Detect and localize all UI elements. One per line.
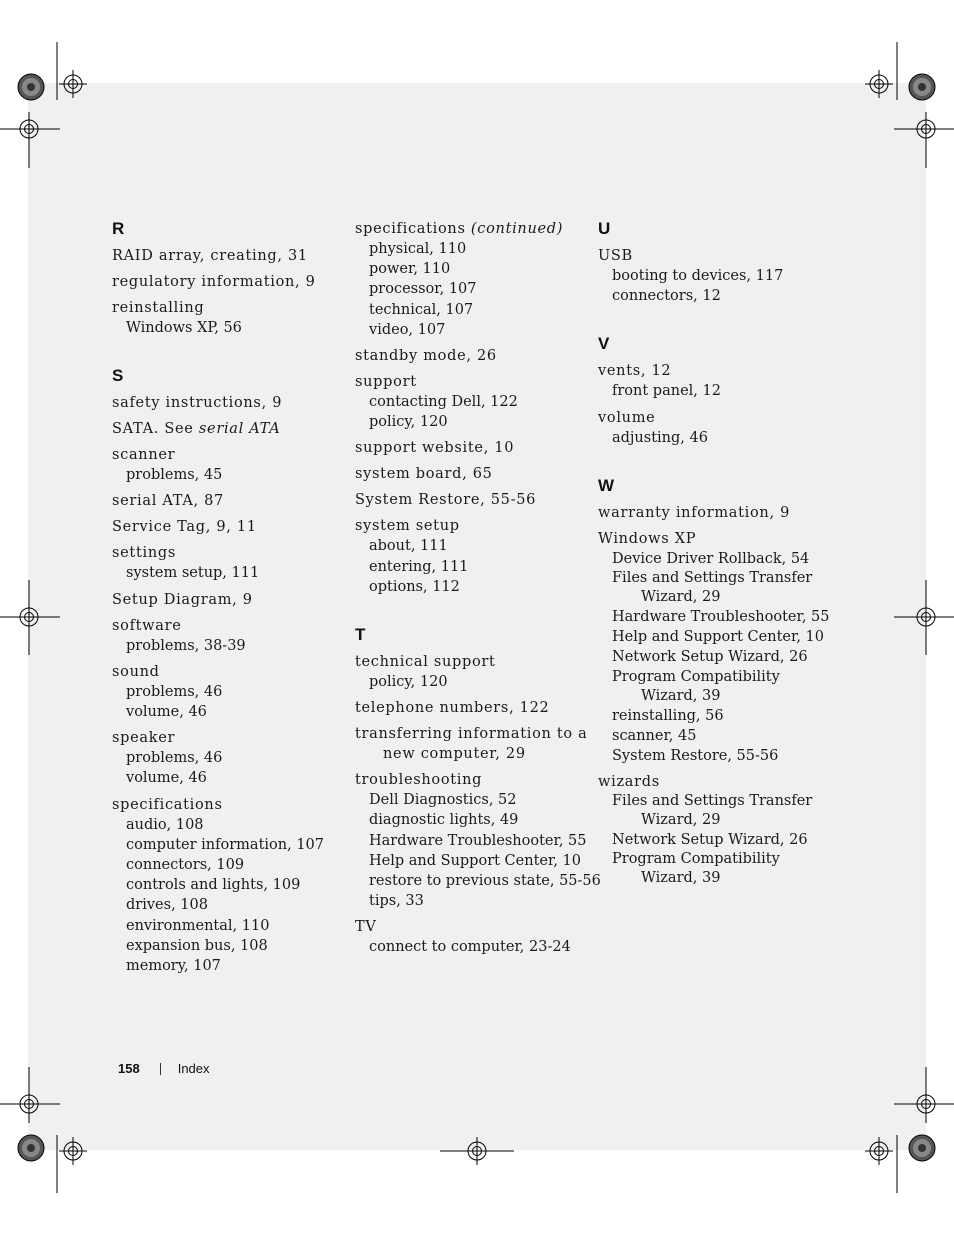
index-term [355,516,585,536]
index-subentry: problems, 46 [126,750,223,767]
index-subentry-text: Files and Settings Transfer [612,570,813,587]
index-subentry: controls and lights, 109 [126,877,301,894]
index-term-text: Windows XP [598,530,697,547]
index-term [112,419,332,439]
index-term-text: safety instructions, 9 [112,395,283,412]
index-term [598,361,838,381]
index-term-text: telephone numbers, 122 [355,700,550,717]
index-term-text: System Restore, 55-56 [355,492,537,509]
index-entry [355,346,585,366]
index-subentry: connectors, 12 [612,288,721,305]
index-term-text: transferring information to a [355,726,588,743]
index-entry [112,393,332,413]
index-subentry: volume, 46 [126,704,207,721]
index-subentry: memory, 107 [126,958,221,975]
index-term-italic: (continued) [470,221,564,237]
index-subentry: problems, 38-39 [126,637,246,654]
index-subentry: connectors, 109 [126,857,245,874]
index-subentry: expansion bus, 108 [126,937,268,954]
index-term [355,698,585,718]
section-letter: R [112,219,125,238]
index-term [355,724,588,764]
index-subentry: restore to previous state, 55-56 [369,873,601,890]
index-entry [355,516,585,597]
index-term [112,445,332,465]
index-term [112,393,332,413]
index-subentry: technical, 107 [369,301,474,318]
index-entry [112,590,332,610]
index-subentry: reinstalling, 56 [612,707,724,724]
index-entry [355,652,585,692]
index-entry [112,419,332,439]
index-entry [355,724,588,764]
section-letter: V [598,334,610,354]
index-entry [112,491,332,511]
index-term-text: Service Tag, 9, 11 [112,519,257,536]
index-entry [355,219,585,340]
index-subentry: volume, 46 [126,770,207,787]
index-subentry: Dell Diagnostics, 52 [369,792,517,809]
index-subentry: problems, 46 [126,683,223,700]
index-term-text: regulatory information, 9 [112,274,316,290]
index-term [112,491,332,511]
index-subentry: Help and Support Center, 10 [369,852,581,869]
index-entry [112,543,332,583]
index-term-text: settings [112,545,176,562]
index-entry [598,246,838,306]
index-subentry: system setup, 111 [126,565,260,582]
index-term [112,543,332,563]
index-term [598,408,838,428]
index-section [112,219,332,338]
index-term-text: reinstalling [112,300,205,316]
index-entry [112,728,332,788]
index-entry [112,272,332,292]
index-term [112,728,332,748]
index-subentry: front panel, 12 [612,383,721,400]
index-subentry: Device Driver Rollback, 54 [612,550,810,567]
index-entry [355,490,585,510]
index-entry [112,662,332,722]
index-subentry: Windows XP, 56 [126,320,242,336]
index-entry [598,408,838,448]
index-entry [112,246,332,266]
index-subentry [598,792,838,830]
index-column-2 [355,219,601,958]
index-subentry [598,569,838,607]
index-entry [112,517,332,537]
index-term-text: RAID array, creating, 31 [112,248,308,264]
index-term-text: Setup Diagram, 9 [112,591,253,608]
index-term [112,517,332,537]
index-term-italic: serial ATA [198,421,281,438]
index-subentry: policy, 120 [369,414,448,431]
index-entry [355,770,601,911]
index-term-text: standby mode, 26 [355,348,497,365]
index-term [112,246,332,266]
index-subentry: tips, 33 [369,893,424,910]
index-term-text: wizards [598,774,660,791]
index-entry [598,503,838,523]
index-subentry: audio, 108 [126,816,204,833]
index-term-text: SATA. See [112,421,194,438]
index-subentry: computer information, 107 [126,836,324,853]
index-term [355,372,585,392]
index-subentry: Hardware Troubleshooter, 55 [369,832,587,849]
index-subentry: scanner, 45 [612,727,697,744]
footer-separator [160,1063,161,1075]
index-subentry: Hardware Troubleshooter, 55 [612,609,830,626]
index-term-text: troubleshooting [355,772,483,789]
index-term-text: support website, 10 [355,440,515,457]
index-term [355,219,585,239]
index-entry [355,438,585,458]
page-footer [118,1061,210,1076]
index-term [598,529,838,549]
index-subentry: processor, 107 [369,281,477,298]
index-term-text: specifications [112,796,223,813]
index-term [355,652,585,672]
index-subentry-continuation: Wizard, 39 [641,687,721,704]
index-term-text: technical support [355,654,496,671]
index-entry [355,698,585,718]
index-entry [112,795,332,977]
index-subentry: problems, 45 [126,467,223,484]
section-letter: T [355,625,366,645]
index-section [355,219,585,597]
index-subentry: power, 110 [369,261,451,278]
index-subentry: connect to computer, 23-24 [369,939,571,956]
section-letter: W [598,475,615,495]
index-subentry: physical, 110 [369,241,467,257]
index-term-text: serial ATA, 87 [112,493,224,510]
index-term-continuation: new computer, 29 [383,746,526,763]
index-section [598,476,838,889]
index-term-text: warranty information, 9 [598,504,791,521]
index-section [598,219,838,306]
index-term [355,490,585,510]
index-subentry: booting to devices, 117 [612,268,784,284]
index-term [112,298,332,318]
index-term [112,272,332,292]
index-subentry: about, 111 [369,538,448,555]
index-term [112,616,332,636]
section-letter: U [598,219,611,238]
index-subentry-continuation: Wizard, 39 [641,870,721,887]
index-term-text: volume [598,409,656,426]
index-entry [112,298,332,338]
index-column-1 [112,219,332,976]
index-term [355,770,585,790]
index-term [598,246,838,266]
index-subentry: drives, 108 [126,897,208,914]
index-subentry: contacting Dell, 122 [369,394,518,411]
index-entry [598,361,838,401]
index-term-text: scanner [112,447,176,464]
index-term-text: speaker [112,730,176,747]
index-subentry-text: Files and Settings Transfer [612,793,813,810]
index-section [598,334,838,447]
index-entry [598,772,838,888]
index-term-text: system board, 65 [355,466,493,483]
index-term-text: system setup [355,518,460,535]
index-subentry-text: Program Compatibility [612,851,780,868]
index-subentry-continuation: Wizard, 29 [641,812,721,829]
index-entry [112,445,332,485]
index-entry [112,616,332,656]
index-term [355,438,585,458]
index-subentry [598,668,838,706]
index-term [355,464,585,484]
index-entry [355,917,585,957]
index-subentry: System Restore, 55-56 [612,748,779,765]
index-subentry [598,850,838,888]
page-number: 158 [118,1061,140,1076]
index-term [112,590,332,610]
index-subentry: policy, 120 [369,674,448,691]
index-entry [355,464,585,484]
index-term [355,346,585,366]
index-section [112,366,332,976]
index-section [355,625,601,958]
index-term [112,795,332,815]
index-term-text: specifications [355,221,466,237]
index-subentry: Help and Support Center, 10 [612,629,824,646]
index-term-text: sound [112,663,160,680]
index-term [112,662,332,682]
index-term [598,772,838,792]
index-term [598,503,838,523]
index-subentry: environmental, 110 [126,917,270,934]
footer-section-label: Index [177,1061,210,1076]
index-subentry: diagnostic lights, 49 [369,812,519,829]
index-entry [598,529,838,766]
index-subentry: options, 112 [369,578,460,595]
index-term-text: USB [598,248,633,264]
section-letter: S [112,366,124,386]
index-entry [355,372,585,432]
index-term-text: support [355,374,417,391]
index-subentry: video, 107 [369,321,446,338]
index-subentry: entering, 111 [369,558,469,575]
index-term-text: TV [355,919,377,936]
index-term [355,917,585,937]
index-subentry-continuation: Wizard, 29 [641,589,721,606]
index-column-3 [598,219,838,888]
index-term-text: software [112,617,182,634]
index-subentry: adjusting, 46 [612,429,708,446]
index-subentry-text: Program Compatibility [612,668,780,685]
index-subentry: Network Setup Wizard, 26 [612,832,808,849]
index-term-text: vents, 12 [598,363,672,380]
index-subentry: Network Setup Wizard, 26 [612,649,808,666]
